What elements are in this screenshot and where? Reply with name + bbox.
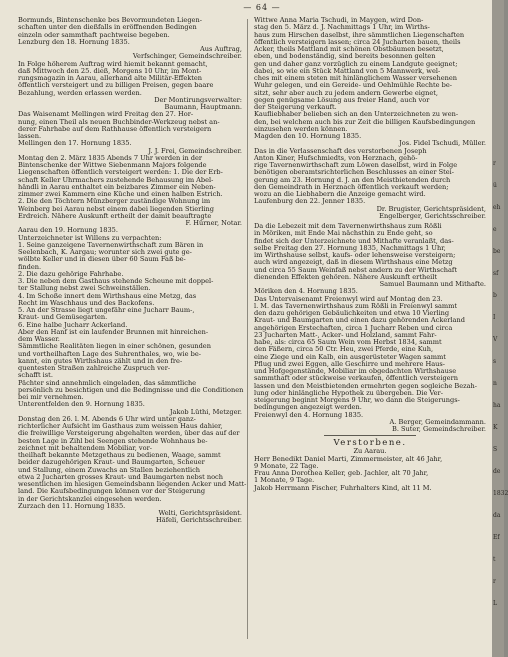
text-line: Erdreich. Nähere Auskunft ertheilt der damit beauftragte [18,211,212,220]
text-line: quentesten Straßen zahlreiche Zuspruch ver- [18,364,171,372]
text-line: wozu an die Liebhabern die Anzeige gemacht wird. [254,190,426,198]
text-line: In Folge höherem Auftrag wird hiemit bekannt gemacht, [18,59,208,68]
edge-fragment: ü [493,182,497,189]
text-line: beider dazugehörigen Kraut- und Baumgarten, Scheuer [18,458,205,467]
text-line: Wuhr gelegen, und ein Gereide- und Oehlmühle Rechte be- [254,81,453,90]
text-line: theilhaft bekannte Metzgethaus zu bedienen, Waage, sammt [18,451,221,459]
text-line: Laufenburg den 22. Jenner 1835. [254,197,366,206]
text-line: und Stallung, einem Zuwachs an Stallen beziehentlich [18,465,201,474]
text-line: Magden den 10. Hornung 1835. [254,132,362,140]
text-line: und circa 55 Saum Weinfaß nebst andern zu der Wirthschaft [254,265,458,274]
edge-fragment: S [493,446,498,453]
text-line: haus zum Hirschen daselbst, ihre sämmtlichen Liegenschaften [254,30,465,39]
text-line: sammthaft oder stückweise verkaufen, öffentlich versteigern [254,374,458,383]
right-column [254,17,486,492]
text-line: Recht im Waschhaus und des Backofens. [18,298,155,307]
text-line: öffentlich versteigert und zu billigen Preisen, gegen baare [18,81,214,90]
text-line: Aus Auftrag, [200,45,242,53]
edge-fragment: e [493,226,497,233]
text-line: findet sich der Unterzeichnete und Mithafte veranlaßt, das- [254,236,454,245]
text-line: den dazu gehörigen Gebäulichkeiten und etwa 10 Vierling [254,309,450,317]
text-line: angehörigen Erstechaften, circa 1 Jucharr Reben und circa [254,323,453,332]
text-line: 23 Jucharten Matt-, Acker- und Holzland, sammt Fahr- [254,330,437,339]
text-line: Weinberg bei Aarau nebst einem dabei liegenden Stierling [18,204,214,213]
text-line: Unterentfelden den 9. Hornung 1835. [18,400,145,409]
text-line: im Wirthshause selbst, kaufs- oder lehensweise versteigern; [254,251,456,259]
text-line: 2. Die dazu gehörige Fahrhabe. [18,269,124,278]
text-line: nung, einen Theil als neuen Buchbinder-Werkzeug nebst an- [18,117,220,126]
text-line: händli in Aarau enthaltet ein beizbares Zimmer ein Neben- [18,182,216,191]
text-line: dabei, so wie ein Stück Mattland von 5 Mannwerk, wel- [254,66,441,75]
edge-fragment: eh [493,204,501,211]
text-line: Aber den Hanf ist ein laufender Brunnen mit hinreichen- [18,327,209,336]
edge-fragment: ha [493,402,501,409]
text-line: Bintenschenke der Wittwe Siebenmann Majors folgende [18,161,207,169]
section-rule [324,435,417,436]
text-line: einzusehen werden können. [254,124,348,133]
text-line: Der Montirungsverwalter: [154,95,242,104]
edge-fragment: de [493,468,501,475]
text-line: Samuel Baumann und Mithafte. [379,280,486,288]
text-line: 3. Die neben dem Gasthaus stehende Scheune mit doppel- [18,277,214,285]
text-line: schafft ist. [18,371,53,380]
edge-fragment: b [493,292,497,299]
text-line: Mellingen den 17. Hornung 1835. [18,139,132,148]
text-line: derer Fahrhabe auf dem Rathhause öffentlich versteigern [18,124,212,133]
text-line: l. M. das Tavernenwirthshaus zum Rößli in Freienwyl sammt [254,301,458,310]
adjacent-page-edge [492,0,508,657]
text-line: Acker, theils Mattland mit schönen Obstbäumen besetzt, [254,45,444,53]
section-heading: Verstorbene. [333,438,407,449]
text-line: bei mir vernehmen. [18,393,84,401]
text-line: etwa 2 Jucharten grosses Kraut- und Baumgarten nebst noch [18,472,223,481]
text-line: ter Stallung nebst zwei Schweinställen. [18,284,151,293]
text-line: wölbte Keller und in diesen über 60 Saum Faß be- [18,255,186,264]
text-line: auch wird angezeigt, daß in diesem Wirthshaus eine Metzg [254,258,453,267]
text-line: benötigen oberamtsrichterlichen Beschlusses an einer Stei- [254,168,454,177]
text-line: steigerung beginnt Morgens 9 Uhr, wo dann die Steigerungs- [254,396,460,404]
text-line: Liegenschaften öffentlich versteigert werden: 1. Die der Erb- [18,168,223,177]
text-line: Das Untervaisenamt Freienwyl wird auf Montag den 23. [254,294,443,303]
text-line: Da die Lebezeit mit dem Tavernenwirthshaus zum Rößli [254,222,442,230]
text-line: habe, als: circa 65 Saum Wein vom Herbst 1834, sammt [254,338,442,346]
column-divider [247,19,248,639]
text-line: einzeln oder sammthaft pachtweise begeben. [18,30,170,39]
text-line: Jos. Fidel Tschudi, Müller. [399,139,486,148]
text-line: lassen und den Meistbietenden ermehrten gegen sogleiche Bezah- [254,381,477,390]
text-line: 4. Im Schoße innert dem Wirthshaus eine Metzg, das [18,291,197,300]
text-line: Zurzach den 11. Hornung 1835. [18,501,126,510]
text-line: den Fäßern, circa 50 Ctr. Heu, zwei Pferde, eine Kuh, [254,345,434,354]
text-line: den, bei welchem auch bis zur Zeit die billigen Kaufsbedingungen [254,117,476,126]
edge-fragment: n [493,380,497,387]
text-line: Zu Aarau. [353,447,387,456]
text-line: Montag den 2. März 1835 Abends 7 Uhr werden in der [18,153,203,162]
edge-fragment: be [493,248,501,255]
text-line: Häfeli, Gerichtsschreiber. [156,516,242,525]
text-line: eine Ziege und ein Kalb, ein ausgerüsteter Wagen sammt [254,352,446,361]
text-line: Verfschinger, Gemeindschreiber. [132,52,242,61]
edge-fragment: I [493,314,496,321]
edge-fragment: s [493,358,497,365]
text-line: zimmer zwei Kammern eine Küche und einen halben Estrich. [18,190,223,198]
text-line: Unterzeichneter ist Willens zu verpachten: [18,233,162,242]
text-line: richterlicher Aufsicht im Gasthaus zum weissen Haus dahier, [18,422,223,430]
text-line: sitzt, sehr aber auch zu jedem andern Gewerbe eignet, [254,88,438,97]
text-line: 2. Die den Töchtern Münzberger zuständige Wohnung im [18,197,211,206]
text-line: Herr Benedikt Daniel Marti, Zimmermeister, alt 46 Jahr, [254,454,443,463]
text-line: bedingungen angezeigt werden. [254,403,362,412]
text-line: 5. An der Strasse liegt ungefähr eine Jucharr Baum-, [18,306,195,314]
edge-fragment: Ef [493,534,500,541]
text-line: rungsmagazin in Aarau, allerhand alte Militär-Effekten [18,74,203,82]
text-line: ches mit einem steten mit hinlänglichem Wasser versehenen [254,74,458,82]
text-line: land. Die Kaufsbedingungen können vor der Steigerung [18,487,206,496]
text-line: 9 Monate, 22 Tage. [254,461,319,470]
text-line: Engelberger, Gerichtsschreiber. [379,211,486,220]
text-line: Bezahlung, werden erlassen werden. [18,88,142,97]
text-line: dienenden Effekten gehören. Nähere Auskunft ertheilt [254,272,438,281]
text-line: 6. Eine halbe Jucharr Ackerland. [18,320,128,329]
text-line: Anton Kiner, Hufschmiedts, von Herznach, gehö- [254,153,418,162]
text-line: und vortheilhaften Lage des Suhrenthales, wo, wie be- [18,349,201,358]
edge-fragment: 1832 [493,490,508,497]
text-line: der Steigerung verkauft. [254,103,337,111]
edge-fragment: K [493,424,498,431]
text-line: Pächter sind annehmlich eingeladen, das sämmtliche [18,378,197,387]
text-line: besten Lage in Zihl bei Seengen stehende Wohnhaus be- [18,436,208,445]
text-line: Kraut- und Baumgarten und einen dazu gehörenden Ackerland [254,316,465,325]
text-line: Jakob Herrmann Fischer, Fuhrhalters Kind, alt 11 M. [254,483,432,492]
text-line: schaft Keller Uhrmachers zustehende Behausung im Abel- [18,175,214,184]
text-line: J. J. Frei, Gemeindschreiber. [148,146,242,155]
text-line: B. Suter, Gemeindschreiber. [391,425,486,433]
text-line: in der Gerichtskanzlei eingesehen werden. [18,494,162,503]
text-line: Freienwyl den 4. Hornung 1835. [254,410,364,419]
text-line: Jakob Lüthi, Metzger. [169,407,242,416]
text-line: 1. Seine ganzeigene Tavernenwirthschaft zum Bären in [18,240,204,249]
text-line: eben, und bodenständig, sind bereits besonnen gelten [254,52,436,61]
text-line: kannt, ein gutes Wirthshaus zählt und in den fre- [18,356,183,365]
text-line: die freiwillige Versteigerung abgehalten werden, über das auf der [18,429,240,438]
text-line: F. Hürner, Notar. [185,219,242,227]
text-line: Pflug und zwei Eggen, alle Geschirre und mehrere Haus- [254,359,446,368]
text-line: schaften unter den dießfalls in eröffnenden Bedingen [18,23,197,32]
text-line: rige Tavernenwirthschaft zum Löwen daselbst, wird in Folge [254,161,458,169]
text-line: lung oder hinlängliche Hypothek zu übergeben. Die Ver- [254,388,443,397]
text-line: Donstag den 26. l. M. Abends 6 Uhr wird unter ganz- [18,414,196,423]
text-line: Frau Anna Dorothea Keller, geb. Jachler, alt 70 Jahr, [254,469,429,477]
text-line: A. Berger, Gemeindammann. [389,417,486,426]
text-line: 1 Monate, 9 Tage. [254,476,315,485]
text-line: Dr. Brugister, Gerichtspräsident, [376,204,486,213]
text-line: finden. [18,262,42,271]
text-line: stag den 5. März d. J. Nachmittags 1 Uhr, im Wirths- [254,23,430,32]
text-line: Kraut- und Gemüsegarten. [18,313,108,322]
text-line: Bormunds, Bintenschenke bes Bevormundeten Liegen- [18,16,202,24]
edge-fragment: t [493,556,496,563]
text-line: wesentlichen im hiesigen Gemeindsbann liegenden Acker und Matt- [18,480,247,488]
left-column [18,16,247,525]
text-line: Möriken den 4. Hornung 1835. [254,287,358,296]
text-line: Kaufliebhaber belieben sich an den Unterzeichneten zu wen- [254,110,459,119]
text-line: Seelenbach, K. Aargau; worunter sich zwei gute ge- [18,248,192,256]
text-line: zeichnet mit behaltendem Mobiliar, vor- [18,443,152,452]
text-line: Das in die Verlassenschaft des verstorbenen Joseph [254,146,427,155]
edge-fragment: L [493,600,497,607]
text-line: Baumann, Hauptmann. [164,103,242,111]
text-line: selbe Freitag den 27. Hornung 1835, Nachmittags 1 Uhr, [254,243,446,252]
text-line: lassen. [18,132,42,140]
text-line: dem Wasser. [18,335,60,343]
edge-fragment: V [493,336,498,343]
text-line: in Möriken, mit Ende Mai nächsthin zu Ende geht, so [254,229,433,238]
text-line: Welti, Gerichtspräsident. [158,509,242,517]
text-line: und Hofgegenstände, Mobiliar im obgedachten Wirthshause [254,367,457,375]
text-line: gen und daher ganz vorzüglich zu einem Landgute geeignet; [254,59,458,68]
text-line: persönlich zu besichtigen und die Bedingnisse und die Conditionen [18,385,244,394]
edge-fragment: r [493,578,496,585]
text-line: daß Mittwoch den 25. dieß, Morgens 10 Uhr, im Mont- [18,66,202,75]
text-line: gegen genügsame Lösung aus freier Hand, auch vor [254,95,430,104]
text-line: Sämmtliche Realitäten liegen in einer schönen, gesunden [18,342,211,351]
text-line: den Gemeindrath in Herznach öffentlich verkauft werden; [254,182,449,191]
text-line: öffentlich versteigern lassen; circa 24 Jucharten bauen, theils [254,37,461,46]
text-line: Das Waisenamt Mellingen wird Freitag den 27. Hor- [18,110,194,119]
edge-fragment: da [493,512,501,519]
text-line: Lenzburg den 18. Hornung 1835. [18,37,130,46]
text-line: Aarau den 19. Hornung 1835. [18,226,118,235]
text-line: gerung am 23. Hornung d. J. an den Meistbietenden durch [254,175,451,184]
page-number: — 64 — [243,3,281,12]
edge-fragment: sf [493,270,499,277]
text-line: Wittwe Anna Maria Tschudi, in Maygen, wird Don- [254,16,424,24]
edge-fragment: r [493,160,496,167]
